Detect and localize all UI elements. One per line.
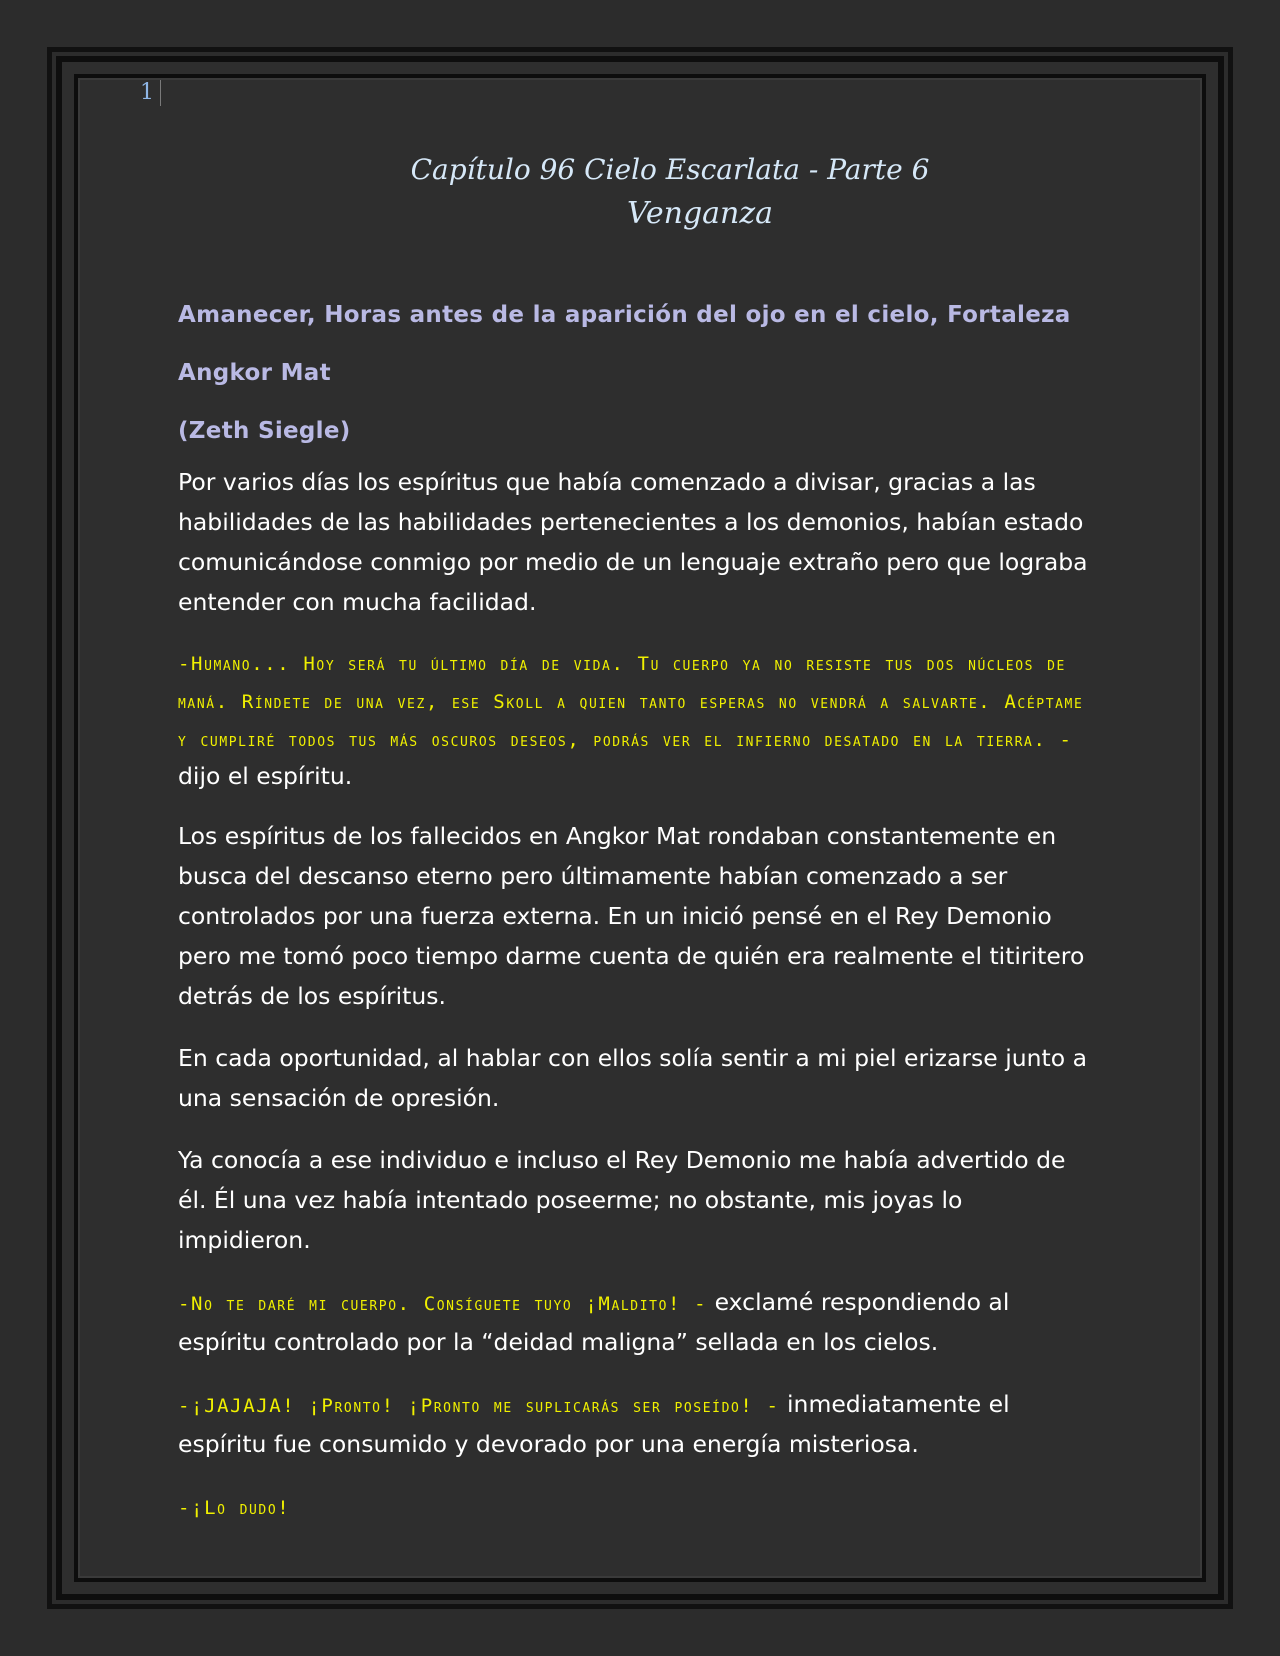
scene-heading-1: Amanecer, Horas antes de la aparición del ojo en el cielo, Fortaleza (178, 302, 1071, 328)
dialog-1 (178, 644, 1098, 794)
paragraph-1: Por varios días los espíritus que había comenzado a divisar, gracias a las habilidades de las habilidades pertenecientes a los demonios, habían estado comunicándose conmigo por medio de un lenguaje extraño pero que lograba entender con mucha facilidad. (178, 468, 1088, 616)
paragraph-3: En cada oportunidad, al hablar con ellos solía sentir a mi piel erizarse junto a una sensación de opresión. (178, 1044, 1087, 1112)
chapter-title-block (176, 148, 1104, 236)
spirit-speech-3: -¡JAJAJA! ¡Pronto! ¡Pronto me suplicarás ser poseído! - (178, 1395, 780, 1417)
narration-3: inmediatamente el espíritu fue consumido y devorado por una energía misteriosa. (178, 1390, 1010, 1458)
scene-heading-2: Angkor Mat (178, 360, 331, 386)
scene-heading-3: (Zeth Siegle) (178, 418, 351, 444)
dialog-4 (178, 1486, 1098, 1526)
paragraph-2: Los espíritus de los fallecidos en Angkor Mat rondaban constantemente en busca del descanso eterno pero últimamente habían comenzado a ser controlados por una fuerza externa. En un inició pensé en el Rey Demonio pero me tomó poco tiempo darme cuenta de quién era realmente el titiritero detrás de los espíritus. (178, 822, 1085, 1010)
chapter-content (178, 298, 1098, 1548)
spirit-speech-1: -Humano... Hoy será tu último día de vida. Tu cuerpo ya no resiste tus dos núcleos de maná. Ríndete de una vez, ese Skoll a quien tanto esperas no vendrá a salvarte. Acéptame y cumpliré todos tus más oscuros deseos, podrás ver el infierno desatado en la tierra. - (178, 653, 1084, 751)
paragraph-4: Ya conocía a ese individuo e incluso el Rey Demonio me había advertido de él. Él una vez había intentado poseerme; no obstante, mis joyas lo impidieron. (178, 1146, 1066, 1254)
page-number: 1 (140, 80, 161, 106)
chapter-title: Capítulo 96 Cielo Escarlata - Parte 6 (410, 153, 930, 186)
spirit-speech-2: -No te daré mi cuerpo. Consíguete tuyo ¡Maldito! - (178, 1293, 708, 1315)
dialog-3 (178, 1384, 1098, 1464)
narration-2: exclamé respondiendo al espíritu controlado por la “deidad maligna” sellada en los cielos. (178, 1288, 1010, 1356)
dialog-2 (178, 1282, 1098, 1362)
chapter-subtitle: Venganza (626, 196, 774, 231)
narration-1: dijo el espíritu. (178, 762, 353, 790)
spirit-speech-4: -¡Lo dudo! (178, 1497, 291, 1519)
